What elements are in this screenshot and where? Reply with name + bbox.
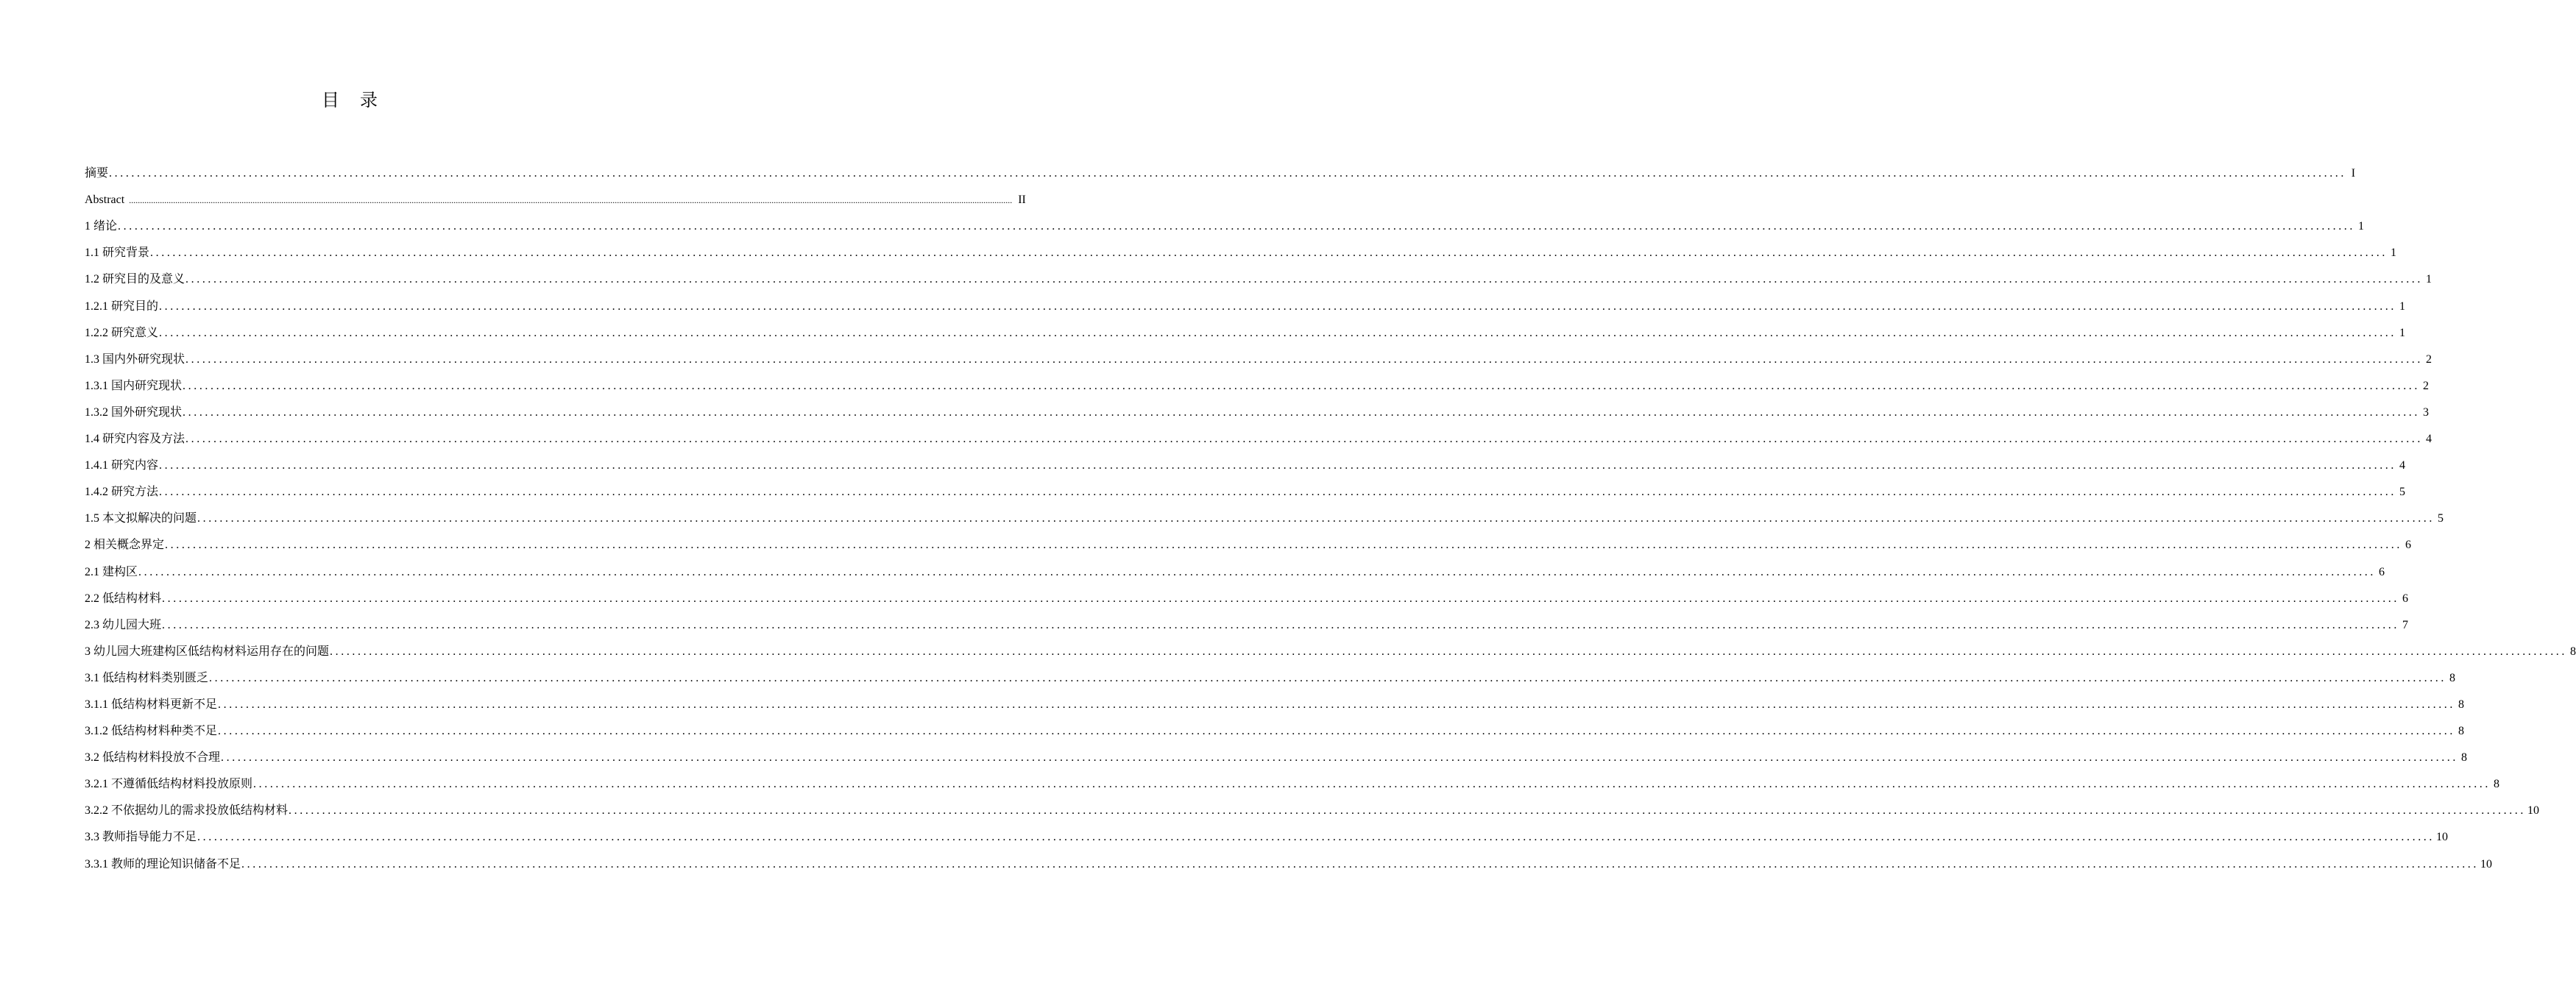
toc-entry[interactable] <box>85 686 2465 712</box>
toc-entry[interactable] <box>85 845 2493 871</box>
toc-entry[interactable] <box>85 420 2432 447</box>
toc-entry-label: 1.2.2 研究意义 <box>85 326 159 339</box>
toc-entry-label: 1.2.1 研究目的 <box>85 299 159 313</box>
toc-page-number: 1 <box>2358 220 2365 233</box>
toc-entry[interactable] <box>85 526 2412 553</box>
toc-page-number: 10 <box>2480 857 2493 871</box>
toc-page-number: 8 <box>2494 778 2500 791</box>
toc-dot-leader: ................................................................................................................................................................................................................................................................................................................................................................................................................ <box>159 299 2397 313</box>
toc-page-number: 5 <box>2438 512 2444 525</box>
toc-dot-leader: ................................................................................................................................................................................................................................................................................................................................................................................................................ <box>253 778 2491 791</box>
toc-entry[interactable] <box>85 367 2430 394</box>
toc-entry-label: 1.4.1 研究内容 <box>85 459 159 472</box>
toc-page-number: 6 <box>2402 592 2409 605</box>
toc-entry-label: 2.3 幼儿园大班 <box>85 618 162 631</box>
toc-dot-leader: ................................................................................................................................................................................................................................................................................................................................................................................................................ <box>218 725 2456 738</box>
toc-dot-leader: ................................................................................................................................................................................................................................................................................................................................................................................................................ <box>162 592 2400 605</box>
toc-dot-leader: ................................................................................................................................................................................................................................................................................................................................................................................................................ <box>183 379 2421 392</box>
toc-dot-leader: ................................................................................................................................................................................................................................................................................................................................................................................................................ <box>209 671 2447 684</box>
toc-dot-leader: ................................................................................................................................................................................................................................................................................................................................................................................................................ <box>150 247 2388 260</box>
toc-entry-label: 1.3.2 国外研究现状 <box>85 405 183 419</box>
toc-page-number: 10 <box>2527 804 2540 818</box>
toc-dot-leader: ................................................................................................................................................................................................................................................................................................................................................................................................................ <box>197 512 2435 525</box>
toc-entry[interactable] <box>85 394 2430 420</box>
toc-dot-leader: ................................................................................................................................................................................................................................................................................................................................................................................................................ <box>165 539 2403 552</box>
toc-page-number: 1 <box>2426 273 2432 286</box>
toc-entry[interactable] <box>85 553 2385 579</box>
toc-page-number: 6 <box>2405 539 2412 552</box>
toc-entry-label: Abstract <box>85 194 125 207</box>
toc-entry[interactable] <box>85 473 2406 500</box>
toc-entry[interactable] <box>85 447 2406 473</box>
toc-dot-leader: ................................................................................................................................................................................................................................................................................................................................................................................................................ <box>159 326 2397 339</box>
toc-entry[interactable] <box>85 765 2500 792</box>
toc-page-number: 1 <box>2391 247 2397 260</box>
toc-page-number: 3 <box>2423 405 2430 419</box>
toc-dot-leader: ................................................................................................................................................................................................................................................................................................................................................................................................................ <box>185 352 2424 366</box>
toc-dot-leader: ................................................................................................................................................................................................................................................................................................................................................................................................................ <box>159 486 2397 499</box>
toc-page-number: 4 <box>2399 459 2406 472</box>
toc-entry[interactable] <box>85 606 2409 633</box>
toc-entry-label: 3.1.1 低结构材料更新不足 <box>85 698 218 711</box>
toc-dot-leader: ................................................................................................................................................................................................................................................................................................................................................................................................................ <box>159 459 2397 472</box>
toc-page-number: II <box>1018 194 1026 207</box>
toc-entry-label: 3.2.1 不遵循低结构材料投放原则 <box>85 778 253 791</box>
toc-dot-leader: ................................................................................................................................................................................................................................................................................................................................................................................................................ <box>138 565 2377 578</box>
toc-entry-label: 1.1 研究背景 <box>85 247 150 260</box>
toc-entry-label: 3.3.1 教师的理论知识储备不足 <box>85 857 241 871</box>
toc-page-number: 6 <box>2379 565 2385 578</box>
toc-dot-leader: ................................................................................................................................................................................................................................................................................................................................................................................................................ <box>129 195 1013 206</box>
toc-entry[interactable] <box>85 181 1026 208</box>
toc-entry[interactable] <box>85 712 2465 739</box>
toc-page-number: 8 <box>2570 645 2576 658</box>
toc-page-number: 1 <box>2399 299 2406 313</box>
toc-entry[interactable] <box>85 287 2406 313</box>
toc-page-number: 2 <box>2423 379 2430 392</box>
toc-entry-label: 1.3.1 国内研究现状 <box>85 379 183 392</box>
toc-dot-leader: ................................................................................................................................................................................................................................................................................................................................................................................................................ <box>221 751 2459 765</box>
toc-dot-leader: ................................................................................................................................................................................................................................................................................................................................................................................................................ <box>330 645 2568 658</box>
toc-entry-label: 3.2 低结构材料投放不合理 <box>85 751 221 765</box>
toc-page-number: 7 <box>2402 618 2409 631</box>
toc-entry-label: 1.3 国内外研究现状 <box>85 352 185 366</box>
toc-dot-leader: ................................................................................................................................................................................................................................................................................................................................................................................................................ <box>162 618 2400 631</box>
toc-entry[interactable] <box>85 500 2444 526</box>
toc-entry[interactable] <box>85 739 2468 765</box>
toc-entry-label: 1 绪论 <box>85 220 118 233</box>
toc-entry[interactable] <box>85 314 2406 341</box>
toc-dot-leader: ................................................................................................................................................................................................................................................................................................................................................................................................................ <box>197 831 2435 844</box>
toc-entry-label: 3.3 教师指导能力不足 <box>85 831 197 844</box>
toc-dot-leader: ................................................................................................................................................................................................................................................................................................................................................................................................................ <box>183 405 2421 419</box>
toc-page-number: 8 <box>2458 725 2465 738</box>
toc-entry-label: 3 幼儿园大班建构区低结构材料运用存在的问题 <box>85 645 330 658</box>
toc-entry-label: 1.5 本文拟解决的问题 <box>85 512 197 525</box>
toc-entry[interactable] <box>85 792 2540 818</box>
toc-page-number: 10 <box>2436 831 2449 844</box>
toc-page-number: 8 <box>2458 698 2465 711</box>
toc-title: 目录 <box>322 91 398 110</box>
toc-entry[interactable] <box>85 633 2576 659</box>
toc-entry-label: 3.1 低结构材料类别匮乏 <box>85 671 209 684</box>
toc-page-number: 5 <box>2399 486 2406 499</box>
toc-list <box>85 155 2576 872</box>
toc-dot-leader: ................................................................................................................................................................................................................................................................................................................................................................................................................ <box>241 857 2480 871</box>
toc-page-number: 2 <box>2426 352 2432 366</box>
toc-dot-leader: ................................................................................................................................................................................................................................................................................................................................................................................................................ <box>109 167 2347 180</box>
toc-entry-label: 1.4 研究内容及方法 <box>85 433 185 446</box>
toc-entry-label: 摘要 <box>85 167 109 180</box>
toc-entry[interactable] <box>85 341 2432 367</box>
toc-entry-label: 1.2 研究目的及意义 <box>85 273 185 286</box>
toc-entry-label: 2.2 低结构材料 <box>85 592 162 605</box>
toc-page-number: 8 <box>2449 671 2456 684</box>
toc-entry[interactable] <box>85 155 2356 181</box>
toc-dot-leader: ................................................................................................................................................................................................................................................................................................................................................................................................................ <box>289 804 2527 818</box>
toc-page-number: 1 <box>2399 326 2406 339</box>
toc-page-number: 8 <box>2461 751 2468 765</box>
toc-dot-leader: ................................................................................................................................................................................................................................................................................................................................................................................................................ <box>185 273 2424 286</box>
toc-entry-label: 2 相关概念界定 <box>85 539 165 552</box>
toc-entry-label: 3.2.2 不依据幼儿的需求投放低结构材料 <box>85 804 289 818</box>
toc-dot-leader: ................................................................................................................................................................................................................................................................................................................................................................................................................ <box>218 698 2456 711</box>
toc-entry[interactable] <box>85 659 2456 686</box>
toc-page-number: 4 <box>2426 433 2432 446</box>
toc-entry[interactable] <box>85 260 2432 287</box>
toc-entry-label: 2.1 建构区 <box>85 565 138 578</box>
toc-entry[interactable] <box>85 818 2449 845</box>
toc-entry[interactable] <box>85 234 2397 260</box>
toc-entry[interactable] <box>85 208 2365 234</box>
toc-entry-label: 3.1.2 低结构材料种类不足 <box>85 725 218 738</box>
toc-dot-leader: ................................................................................................................................................................................................................................................................................................................................................................................................................ <box>185 433 2424 446</box>
toc-page-number: I <box>2351 167 2356 180</box>
toc-entry[interactable] <box>85 580 2409 606</box>
toc-dot-leader: ................................................................................................................................................................................................................................................................................................................................................................................................................ <box>118 220 2356 233</box>
toc-entry-label: 1.4.2 研究方法 <box>85 486 159 499</box>
